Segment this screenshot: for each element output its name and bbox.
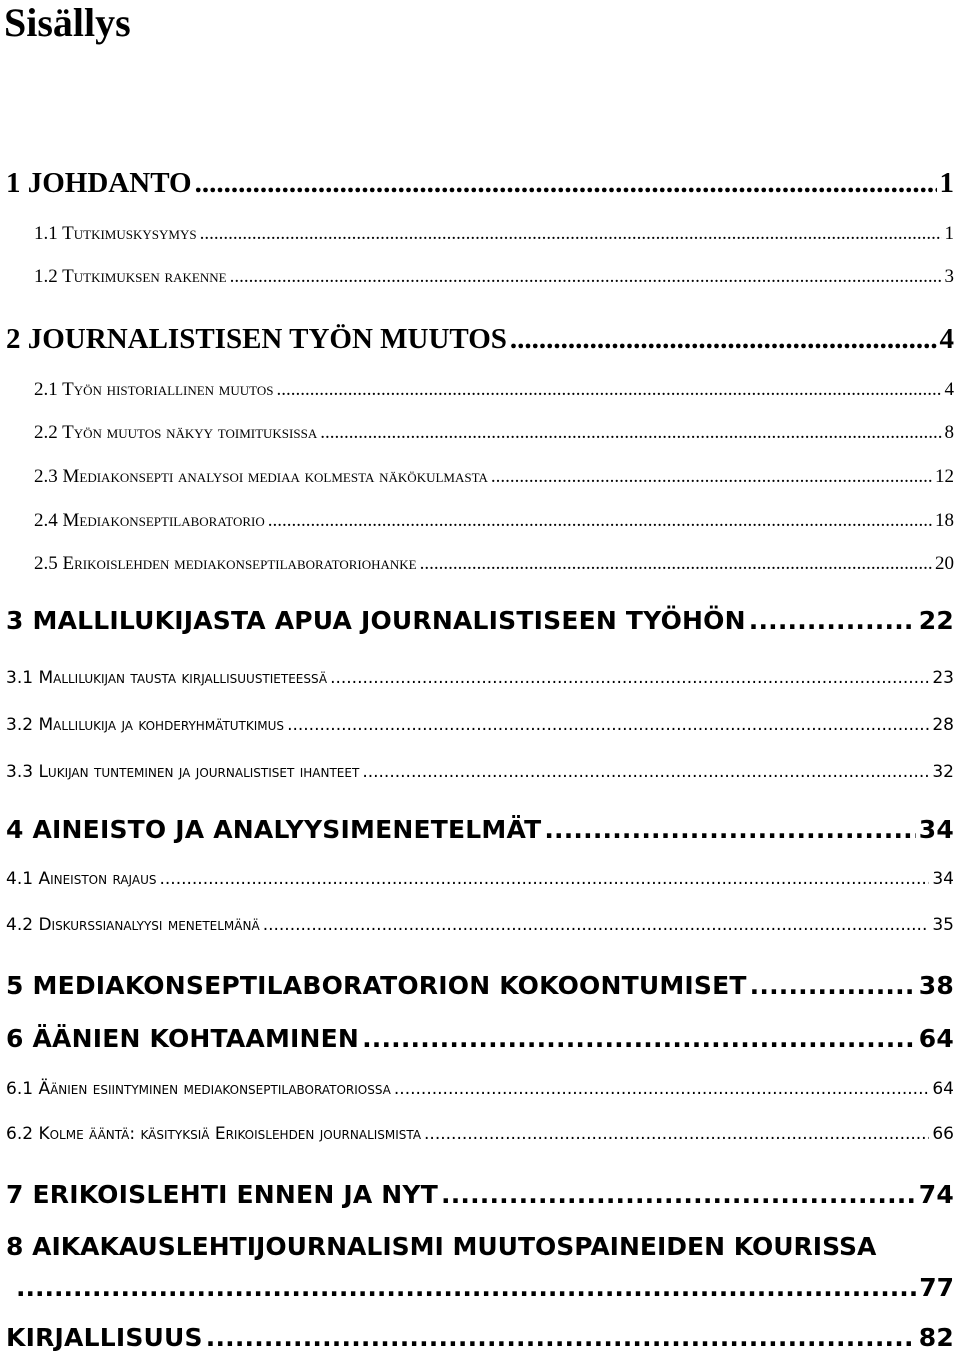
toc-entry-label: 3.1 Mallilukijan tausta kirjallisuustieteessä (6, 668, 328, 688)
toc-page-number: 34 (932, 869, 954, 889)
toc-page-number: 64 (918, 1024, 954, 1053)
toc-entry-label: 5 MEDIAKONSEPTILABORATORION KOKOONTUMISET (6, 971, 747, 1000)
toc-entry-3-2[interactable] (6, 713, 954, 737)
toc-entry-label: 6.1 Äänien esiintyminen mediakonseptilaboratoriossa (6, 1079, 391, 1099)
toc-leader-dots (491, 465, 932, 489)
toc-page-number: 34 (918, 815, 954, 844)
toc-entry-label: 3.3 Lukijan tunteminen ja journalistiset ihanteet (6, 762, 360, 782)
toc-entry-chapter-5[interactable] (6, 970, 954, 1002)
toc-entry-chapter-3[interactable] (6, 605, 954, 637)
toc-entry-label: 2.2 Työn muutos näkyy toimituksissa (34, 422, 318, 443)
toc-leader-dots (287, 713, 929, 737)
toc-entry-6-2[interactable] (6, 1122, 954, 1146)
toc-leader-dots (544, 814, 915, 846)
toc-entry-bibliography[interactable] (6, 1322, 954, 1354)
toc-entry-chapter-8-label[interactable]: 8 AIKAKAUSLEHTIJOURNALISMI MUUTOSPAINEIDEN KOURISSA (6, 1232, 877, 1261)
toc-page-number: 66 (932, 1124, 954, 1144)
toc-page-number: 1 (939, 167, 954, 199)
toc-page-number: 3 (944, 266, 954, 287)
toc-entry-label: 7 ERIKOISLEHTI ENNEN JA NYT (6, 1180, 438, 1209)
toc-entry-label: 6 ÄÄNIEN KOHTAAMINEN (6, 1024, 360, 1053)
toc-entry-chapter-2[interactable] (6, 322, 954, 356)
toc-entry-label: KIRJALLISUUS (6, 1323, 203, 1352)
toc-page-number: 8 (944, 422, 954, 443)
toc-entry-3-1[interactable] (6, 666, 954, 690)
toc-leader-dots (362, 760, 929, 784)
toc-entry-2-4[interactable] (34, 509, 954, 533)
toc-leader-dots (206, 1322, 916, 1354)
toc-page-number: 1 (944, 223, 954, 244)
toc-leader-dots (276, 378, 941, 402)
toc-leader-dots (420, 552, 932, 576)
toc-entry-chapter-8[interactable] (6, 1272, 954, 1304)
toc-page-number: 38 (918, 971, 954, 1000)
toc-leader-dots (159, 867, 929, 891)
toc-entry-label: 2.1 Työn historiallinen muutos (34, 379, 274, 400)
toc-entry-2-1[interactable] (34, 378, 954, 402)
toc-leader-dots (330, 666, 929, 690)
toc-entry-chapter-6[interactable] (6, 1023, 954, 1055)
toc-entry-label: 2.4 Mediakonseptilaboratorio (34, 510, 265, 531)
toc-leader-dots (200, 222, 942, 246)
toc-entry-chapter-4[interactable] (6, 814, 954, 846)
toc-page-number: 28 (932, 715, 954, 735)
toc-entry-label: 4.1 Aineiston rajaus (6, 869, 157, 889)
toc-leader-dots (441, 1179, 916, 1211)
toc-entry-label: 3.2 Mallilukija ja kohderyhmätutkimus (6, 715, 285, 735)
toc-entry-label: 2.3 Mediakonsepti analysoi mediaa kolmesta näkökulmasta (34, 466, 488, 487)
toc-page-number: 77 (919, 1273, 954, 1302)
toc-entry-label: 4.2 Diskurssianalyysi menetelmänä (6, 915, 260, 935)
toc-entry-chapter-7[interactable] (6, 1179, 954, 1211)
toc-entry-6-1[interactable] (6, 1077, 954, 1101)
toc-entry-label: 3 MALLILUKIJASTA APUA JOURNALISTISEEN TYÖHÖN (6, 606, 746, 635)
toc-leader-dots (424, 1122, 929, 1146)
toc-leader-dots (394, 1077, 929, 1101)
toc-entry-label: 2 JOURNALISTISEN TYÖN MUUTOS (6, 323, 507, 355)
toc-leader-dots (16, 1272, 916, 1304)
toc-entry-label: 6.2 Kolme ääntä: käsityksiä Erikoislehden journalismista (6, 1124, 422, 1144)
toc-leader-dots (263, 913, 930, 937)
page-title: Sisällys (4, 0, 131, 45)
toc-page-number: 82 (918, 1323, 954, 1352)
toc-leader-dots (195, 166, 937, 200)
toc-leader-dots (749, 605, 916, 637)
toc-leader-dots (230, 265, 942, 289)
toc-entry-label: 1 JOHDANTO (6, 167, 192, 199)
toc-leader-dots (510, 322, 937, 356)
toc-entry-2-3[interactable] (34, 465, 954, 489)
toc-entry-label: 4 AINEISTO JA ANALYYSIMENETELMÄT (6, 815, 542, 844)
toc-leader-dots (362, 1023, 916, 1055)
toc-page-number: 23 (932, 668, 954, 688)
toc-entry-3-3[interactable] (6, 760, 954, 784)
toc-entry-2-2[interactable] (34, 421, 954, 445)
toc-page-number: 4 (944, 379, 954, 400)
toc-entry-label: 1.1 Tutkimuskysymys (34, 223, 197, 244)
toc-page-number: 18 (935, 510, 954, 531)
toc-page-number: 35 (932, 915, 954, 935)
toc-entry-label: 1.2 Tutkimuksen rakenne (34, 266, 227, 287)
toc-entry-1-1[interactable] (34, 222, 954, 246)
toc-entry-2-5[interactable] (34, 552, 954, 576)
toc-page-number: 74 (918, 1180, 954, 1209)
toc-page-number: 22 (918, 606, 954, 635)
toc-entry-label: 2.5 Erikoislehden mediakonseptilaboratoriohanke (34, 553, 417, 574)
toc-entry-1-2[interactable] (34, 265, 954, 289)
toc-page-number: 32 (932, 762, 954, 782)
toc-page-number: 20 (935, 553, 954, 574)
toc-entry-chapter-1[interactable] (6, 166, 954, 200)
toc-page-number: 64 (932, 1079, 954, 1099)
toc-entry-4-1[interactable] (6, 867, 954, 891)
toc-page-number: 12 (935, 466, 954, 487)
toc-leader-dots (750, 970, 916, 1002)
toc-leader-dots (268, 509, 932, 533)
toc-entry-4-2[interactable] (6, 913, 954, 937)
toc-leader-dots (320, 421, 941, 445)
toc-page-number: 4 (939, 323, 954, 355)
